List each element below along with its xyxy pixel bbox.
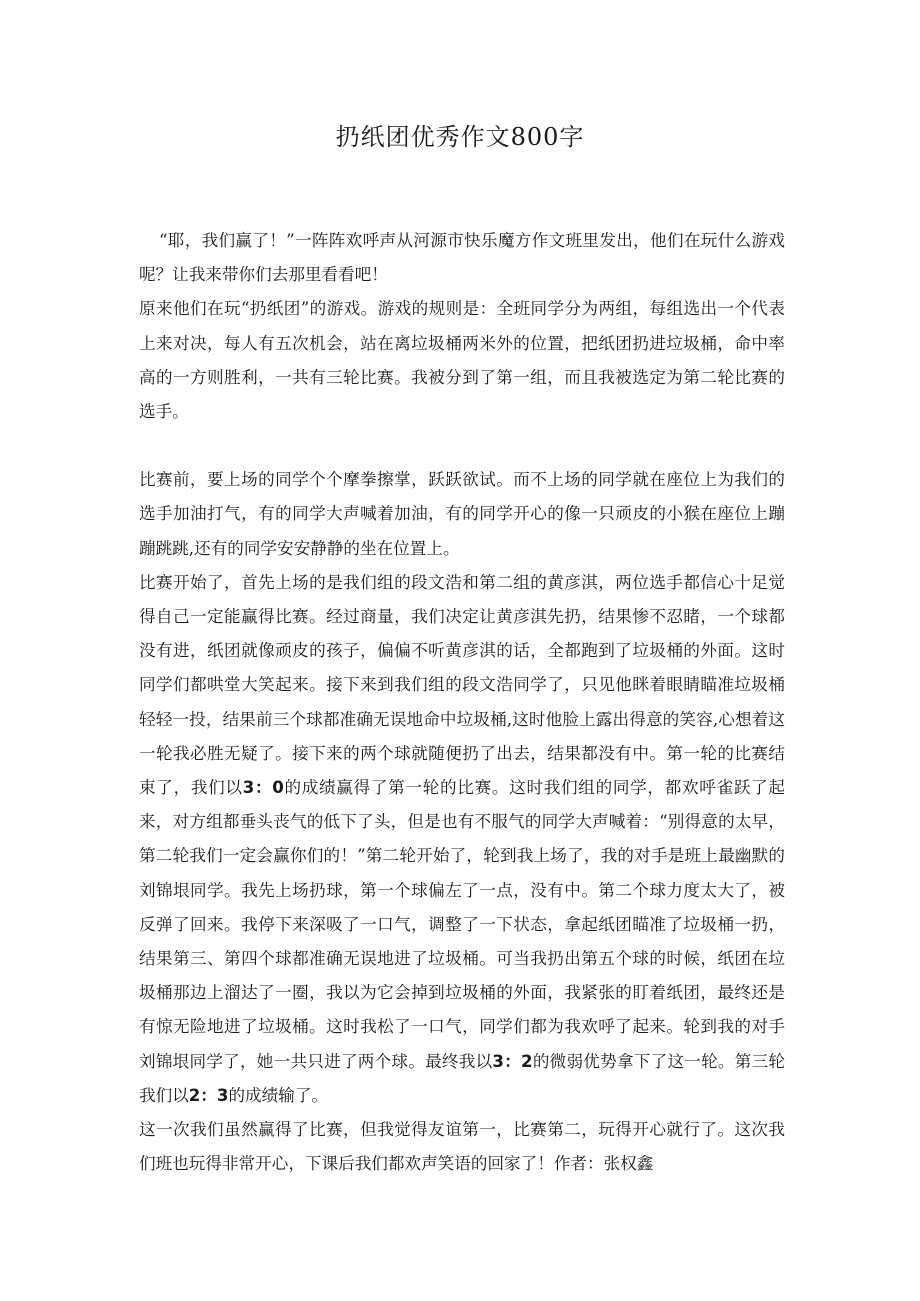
score-round-3: 2：3 [188,1085,229,1105]
score-round-1: 3：0 [242,778,284,798]
match-text-2: 的成绩赢得了第一轮的比赛。这时我们组的同学，都欢呼雀跃了起来，对方组都垂头丧气的低下了头，但是也有不服气的同学大声喊着：“别得意的太早，第二轮我们一定会赢你们的！”第二轮开始了，轮到我上场了，我的对手是班上最幽默的刘锦垠同学。我先上场扔球，第一个球偏左了一点，没有中。第二个球力度太大了，被反弹了回来。我停下来深吸了一口气，调整了一下状态，拿起纸团瞄准了垃圾桶一扔，结果第三、第四个球都准确无误地进了垃圾桶。可当我扔出第五个球的时候，纸团在垃圾桶那边上溜达了一圈，我以为它会掉到垃圾桶的外面，我紧张的盯着纸团，最终还是有惊无险地进了垃圾桶。这时我松了一口气，同学们都为我欢呼了起来。轮到我的对手刘锦垠同学了，她一共只进了两个球。最终我以 [139,778,786,1071]
match-text-4: 的成绩输了。 [228,1085,329,1105]
paragraph-rules: 原来他们在玩“扔纸团”的游戏。游戏的规则是：全班同学分为两组，每组选出一个代表上来对决，每人有五次机会，站在离垃圾桶两米外的位置，把纸团扔进垃圾桶，命中率高的一方则胜利，一共有三轮比赛。我被分到了第一组，而且我被选定为第二轮比赛的选手。 [139,299,785,422]
document-body [139,224,785,1181]
document-title: 扔纸团优秀作文800字 [335,123,585,151]
paragraph-intro: “耶，我们赢了！”一阵阵欢呼声从河源市快乐魔方作文班里发出，他们在玩什么游戏呢？让我来带你们去那里看看吧！ [139,231,785,285]
match-text-3: 的微弱优势拿下了这一轮。第三轮我们以 [139,1051,786,1105]
paragraph-match [139,566,785,1113]
score-round-2: 3：2 [492,1051,533,1071]
paragraph-spacer [139,429,785,463]
paragraph-before-match: 比赛前，要上场的同学个个摩拳擦掌，跃跃欲试。而不上场的同学就在座位上为我们的选手加油打气，有的同学大声喊着加油，有的同学开心的像一只顽皮的小猴在座位上蹦蹦跳跳,还有的同学安安静静的坐在位置上。 [139,470,785,558]
paragraph-conclusion: 这一次我们虽然赢得了比赛，但我觉得友谊第一，比赛第二，玩得开心就行了。这次我们班也玩得非常开心，下课后我们都欢声笑语的回家了！作者：张权鑫 [139,1120,785,1174]
match-text-1: 比赛开始了，首先上场的是我们组的段文浩和第二组的黄彦淇，两位选手都信心十足觉得自己一定能赢得比赛。经过商量，我们决定让黄彦淇先扔，结果惨不忍睹，一个球都没有进，纸团就像顽皮的孩子，偏偏不听黄彦淇的话，全都跑到了垃圾桶的外面。这时同学们都哄堂大笑起来。接下来到我们组的段文浩同学了，只见他眯着眼睛瞄准垃圾桶轻轻一投，结果前三个球都准确无误地命中垃圾桶,这时他脸上露出得意的笑容,心想着这一轮我必胜无疑了。接下来的两个球就随便扔了出去，结果都没有中。第一轮的比赛结束了，我们以 [139,572,785,798]
